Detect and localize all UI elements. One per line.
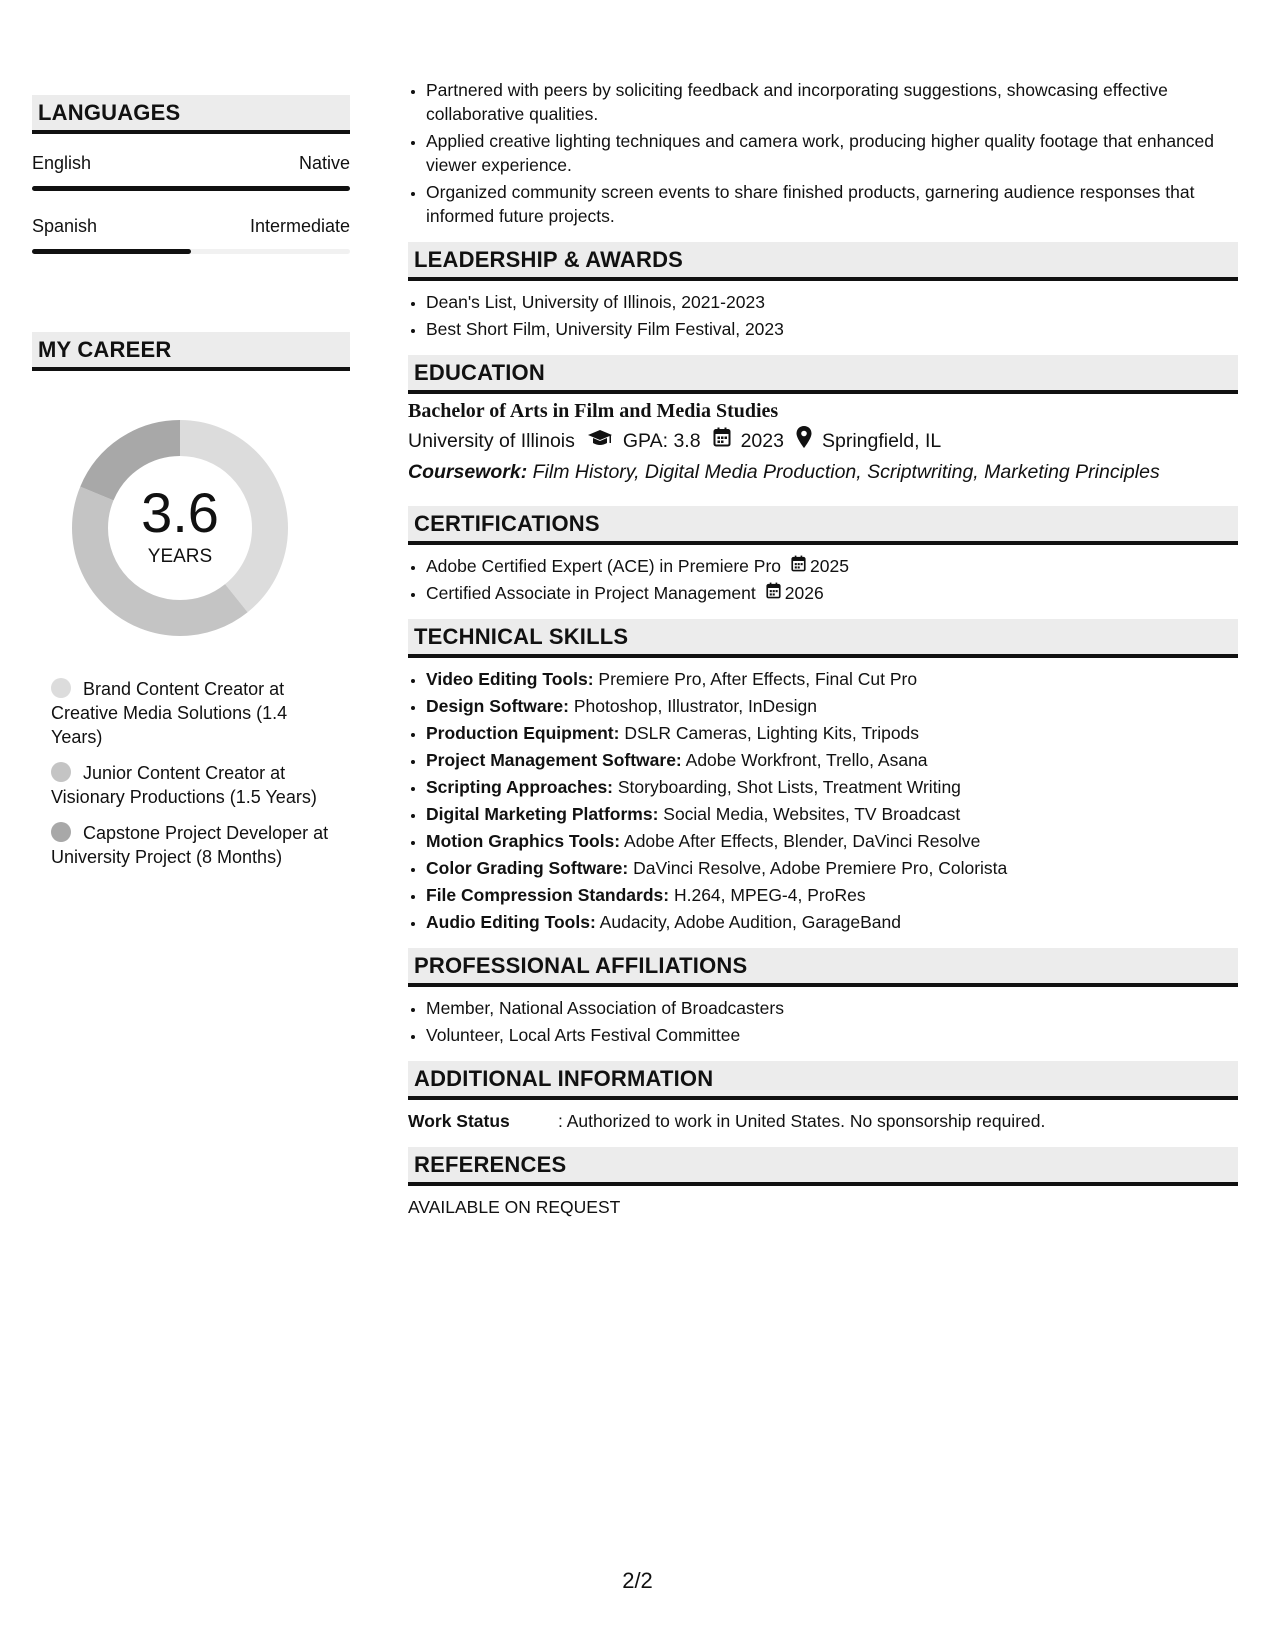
list-item: • Partnered with peers by soliciting feedback and incorporating suggestions, showcasing effective collaborative qualities. (426, 78, 1238, 126)
leadership-section (408, 242, 1238, 341)
references-text: AVAILABLE ON REQUEST (408, 1197, 621, 1217)
leadership-heading: LEADERSHIP & AWARDS (408, 242, 1238, 281)
skills-section (408, 619, 1238, 934)
list-item (426, 910, 1238, 934)
skill-category: Production Equipment: (426, 723, 620, 743)
work-status-label: Work Status (408, 1111, 510, 1131)
location-pin-icon (796, 426, 812, 456)
skill-values: H.264, MPEG-4, ProRes (669, 885, 866, 905)
skill-values: Social Media, Websites, TV Broadcast (658, 804, 961, 824)
list-item (426, 581, 1238, 605)
references-heading: REFERENCES (408, 1147, 1238, 1186)
list-item: • Member, National Association of Broadcasters (426, 996, 1238, 1020)
career-heading: MY CAREER (32, 332, 350, 371)
skill-values: DaVinci Resolve, Adobe Premiere Pro, Colorista (628, 858, 1008, 878)
skill-category: Motion Graphics Tools: (426, 831, 621, 851)
language-level: Intermediate (249, 216, 350, 236)
language-level: Native (298, 153, 350, 173)
career-legend-item (51, 761, 341, 809)
skill-values: Adobe After Effects, Blender, DaVinci Resolve (620, 831, 981, 851)
cert-name: Adobe Certified Expert (ACE) in Premiere Pro (426, 556, 781, 576)
list-item (426, 667, 1238, 691)
language-item (32, 215, 350, 254)
skill-category: Video Editing Tools: (426, 669, 594, 689)
gpa: GPA: 3.8 (622, 430, 701, 452)
list-item: • Best Short Film, University Film Festival, 2023 (426, 317, 1238, 341)
school-location: Springfield, IL (821, 430, 942, 452)
certifications-section (408, 506, 1238, 605)
skill-category: Color Grading Software: (426, 858, 629, 878)
left-column (32, 95, 350, 881)
coursework (408, 458, 1238, 486)
list-item: • Applied creative lighting techniques and camera work, producing higher quality footage that enhanced viewer experience. (426, 129, 1238, 177)
list-item (426, 856, 1238, 880)
skills-heading: TECHNICAL SKILLS (408, 619, 1238, 658)
affiliations-section (408, 948, 1238, 1047)
list-item: • Organized community screen events to share finished products, garnering audience responses that informed future projects. (426, 180, 1238, 228)
list-item (426, 829, 1238, 853)
list-item: • Dean's List, University of Illinois, 2021-2023 (426, 290, 1238, 314)
legend-dot (51, 762, 71, 782)
legend-label: Brand Content Creator at Creative Media Solutions (1.4 Years) (51, 679, 288, 747)
language-name: Spanish (32, 216, 98, 236)
references-section (408, 1147, 1238, 1219)
page-number: 2/2 (622, 1568, 653, 1593)
list-item (426, 694, 1238, 718)
education-section (408, 355, 1238, 486)
language-proficiency-bar (32, 186, 350, 191)
language-proficiency-fill (32, 186, 350, 191)
career-legend-item (51, 821, 341, 869)
skill-values: Storyboarding, Shot Lists, Treatment Writing (613, 777, 961, 797)
list-item (426, 748, 1238, 772)
languages-heading: LANGUAGES (32, 95, 350, 134)
skill-category: Design Software: (426, 696, 569, 716)
list-item (426, 775, 1238, 799)
cert-year: 2026 (784, 583, 824, 603)
skill-category: Scripting Approaches: (426, 777, 614, 797)
career-years-label: YEARS (147, 546, 213, 567)
right-column (408, 78, 1238, 1219)
work-status-value: : Authorized to work in United States. No sponsorship required. (558, 1111, 1046, 1131)
skill-category: Audio Editing Tools: (426, 912, 596, 932)
language-item (32, 152, 350, 191)
coursework-label: Coursework: (408, 461, 528, 483)
career-legend-item (51, 677, 341, 749)
affiliations-heading: PROFESSIONAL AFFILIATIONS (408, 948, 1238, 987)
list-item (426, 802, 1238, 826)
graduation-cap-icon (587, 427, 613, 455)
graduation-year: 2023 (740, 430, 784, 452)
cert-name: Certified Associate in Project Management (426, 583, 756, 603)
list-item (426, 883, 1238, 907)
additional-info-section (408, 1061, 1238, 1133)
skill-values: Premiere Pro, After Effects, Final Cut Pro (593, 669, 918, 689)
calendar-icon (791, 554, 810, 578)
school-name: University of Illinois (408, 430, 575, 452)
list-item (426, 721, 1238, 745)
legend-label: Capstone Project Developer at University Project (8 Months) (51, 823, 329, 867)
calendar-icon (713, 427, 731, 455)
coursework-list: Film History, Digital Media Production, Scriptwriting, Marketing Principles (527, 461, 1160, 483)
skill-category: File Compression Standards: (426, 885, 670, 905)
experience-bullets (408, 78, 1238, 228)
legend-dot (51, 822, 71, 842)
work-status-row (408, 1109, 1238, 1133)
legend-dot (51, 678, 71, 698)
education-details (408, 426, 1238, 456)
career-donut-chart (65, 413, 295, 643)
career-total-years: 3.6 (141, 481, 219, 544)
skill-category: Project Management Software: (426, 750, 682, 770)
language-proficiency-fill (32, 249, 191, 254)
language-name: English (32, 153, 92, 173)
additional-info-heading: ADDITIONAL INFORMATION (408, 1061, 1238, 1100)
skill-values: DSLR Cameras, Lighting Kits, Tripods (619, 723, 920, 743)
calendar-icon (766, 581, 785, 605)
legend-label: Junior Content Creator at Visionary Productions (1.5 Years) (51, 763, 317, 807)
skill-values: Adobe Workfront, Trello, Asana (681, 750, 928, 770)
degree-title: Bachelor of Arts in Film and Media Studies (408, 400, 779, 422)
languages-list (32, 152, 350, 254)
education-heading: EDUCATION (408, 355, 1238, 394)
skill-values: Photoshop, Illustrator, InDesign (568, 696, 818, 716)
skill-category: Digital Marketing Platforms: (426, 804, 659, 824)
certifications-heading: CERTIFICATIONS (408, 506, 1238, 545)
list-item (426, 554, 1238, 578)
list-item: • Volunteer, Local Arts Festival Committee (426, 1023, 1238, 1047)
career-legend (51, 677, 341, 869)
cert-year: 2025 (810, 556, 849, 576)
language-proficiency-bar (32, 249, 350, 254)
skill-values: Audacity, Adobe Audition, GarageBand (595, 912, 901, 932)
